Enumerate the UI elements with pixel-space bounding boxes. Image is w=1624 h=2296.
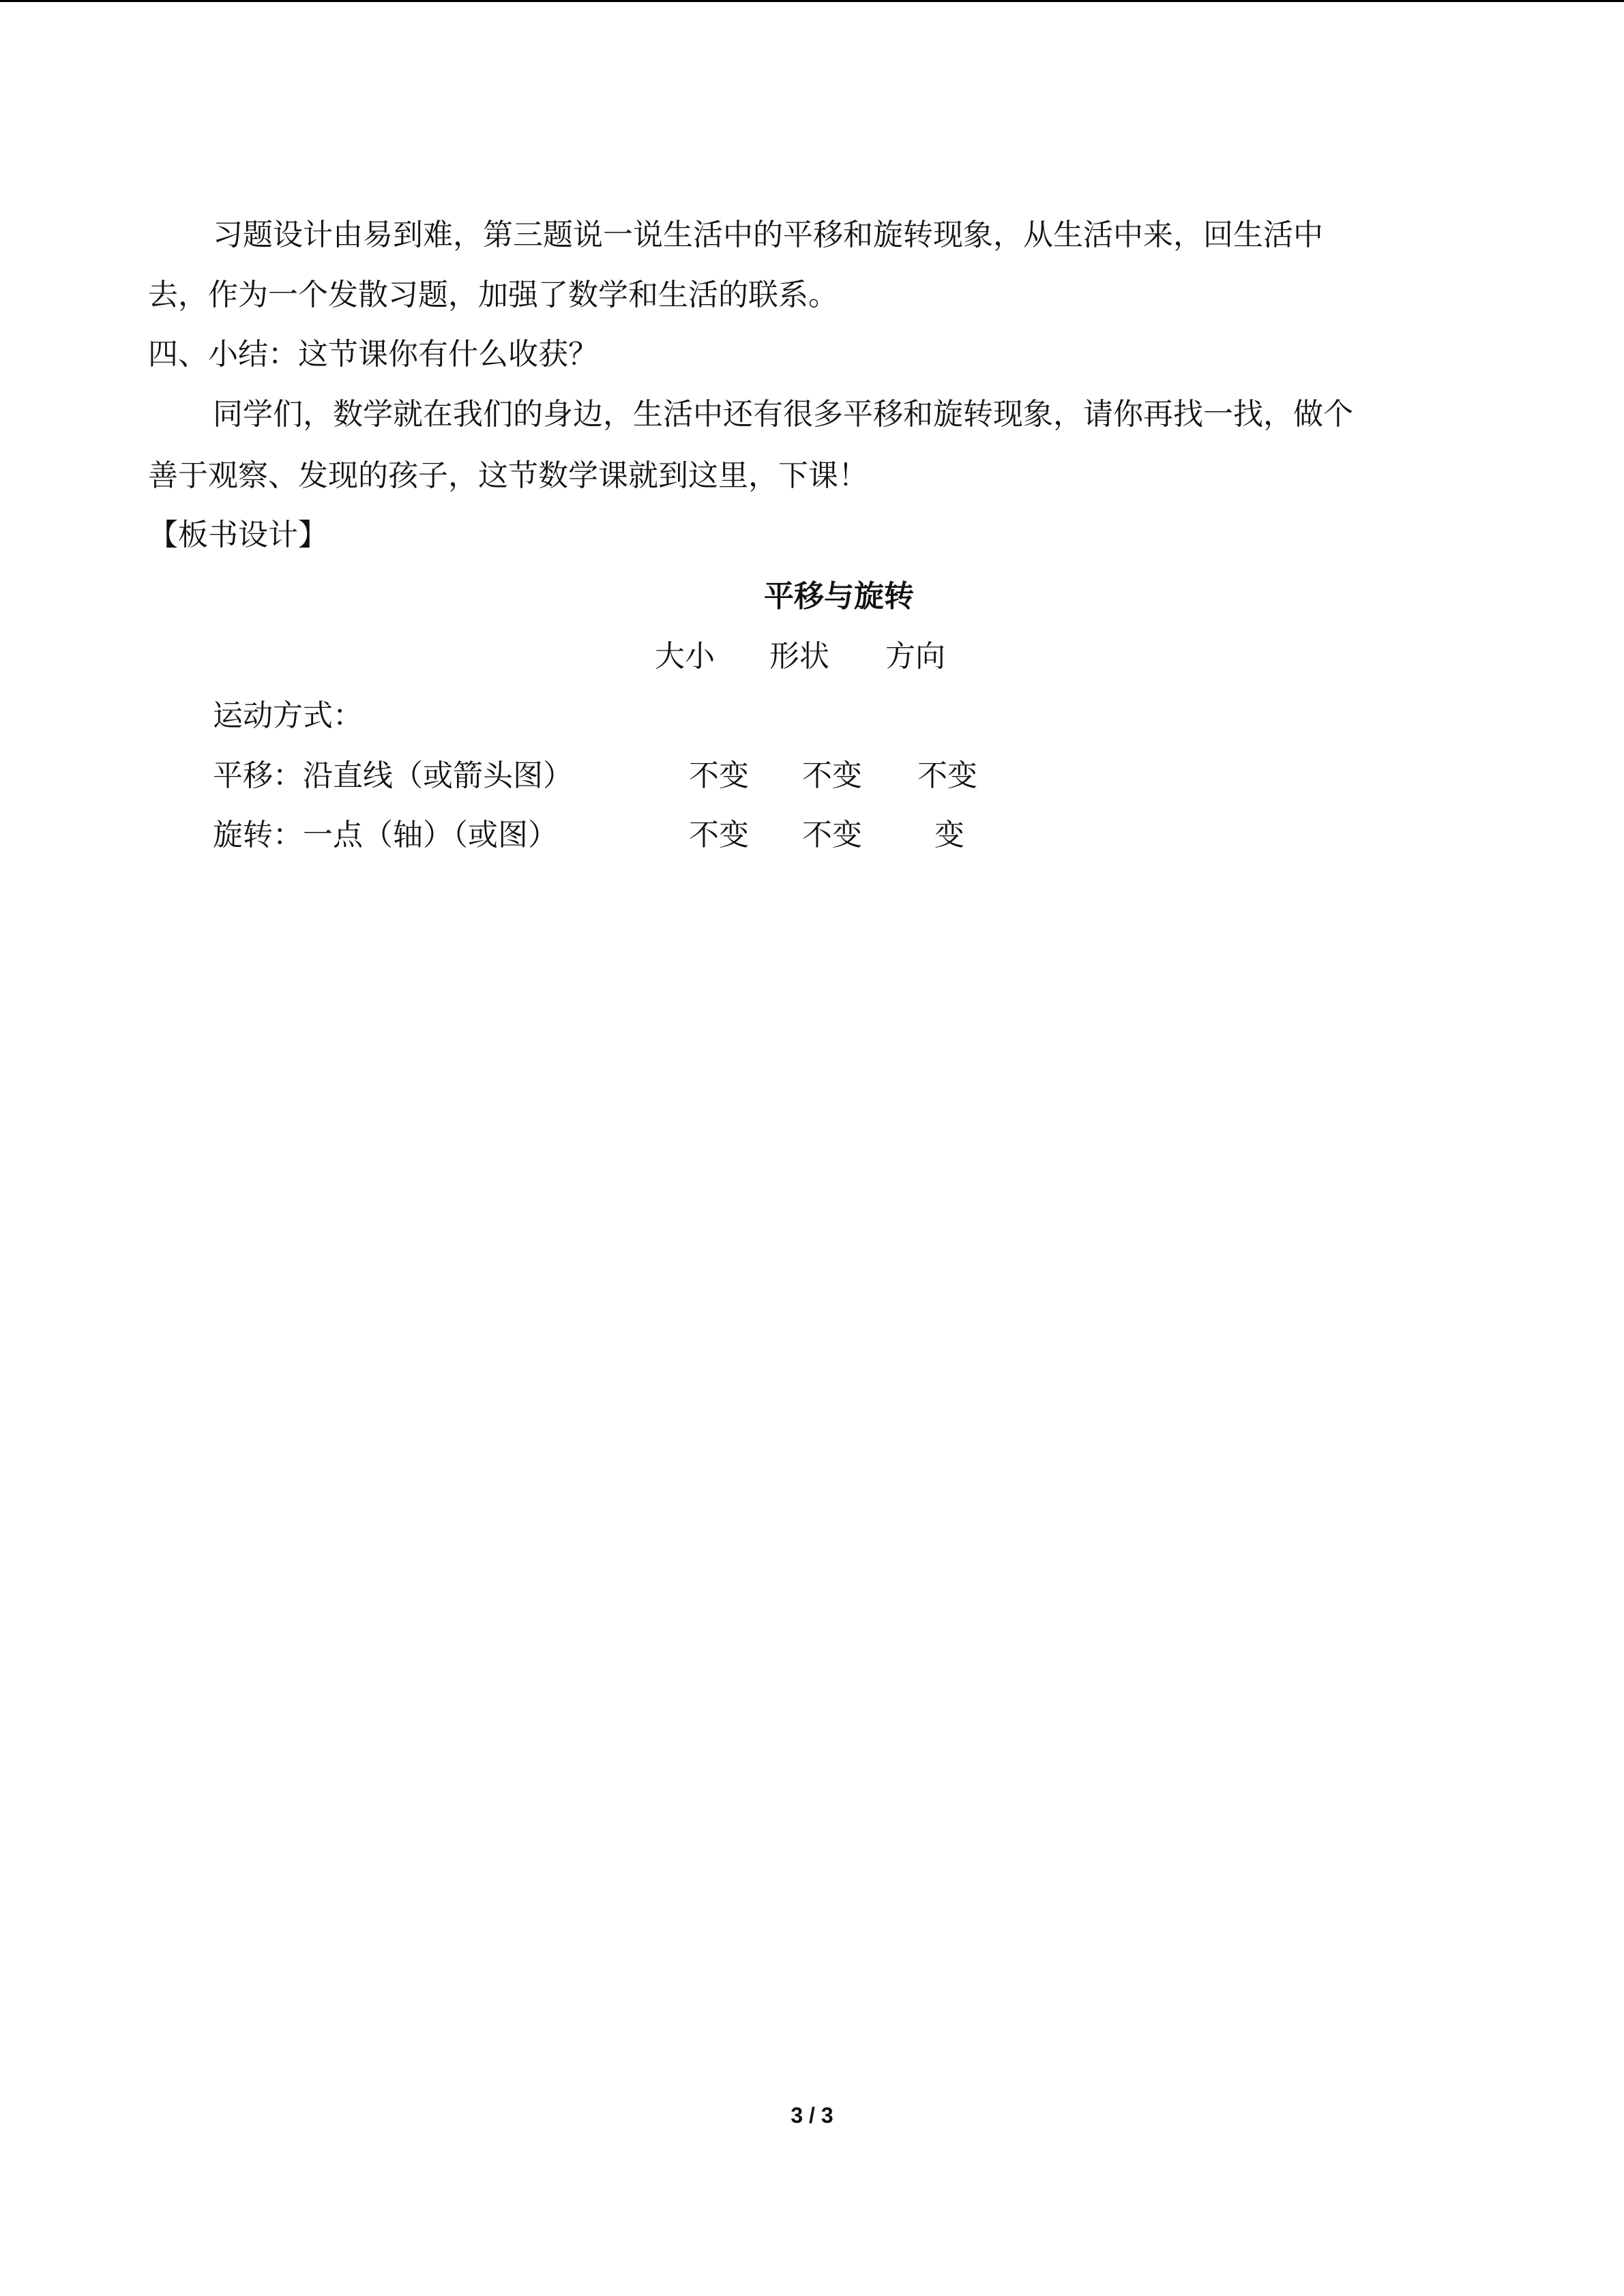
header-shape: 形状 xyxy=(769,639,829,674)
row-translation-label: 平移：沿直线（或箭头图） xyxy=(213,758,573,793)
board-design-heading: 【板书设计】 xyxy=(148,518,328,552)
row-translation-direction: 不变 xyxy=(917,758,977,793)
header-size: 大小 xyxy=(655,639,715,674)
paragraph-2-line-1: 同学们，数学就在我们的身边，生活中还有很多平移和旋转现象，请你再找一找，做个 xyxy=(213,397,1353,432)
page-number: 3 / 3 xyxy=(791,2103,833,2128)
header-direction: 方向 xyxy=(885,639,945,674)
row-rotation-direction: 变 xyxy=(934,818,964,852)
motion-label: 运动方式： xyxy=(213,698,363,733)
row-translation-size: 不变 xyxy=(689,758,749,793)
summary-heading: 四、小结：这节课你有什么收获？ xyxy=(148,337,598,372)
paragraph-2-line-2: 善于观察、发现的孩子，这节数学课就到这里，下课！ xyxy=(148,458,868,493)
row-rotation-shape: 不变 xyxy=(802,818,862,852)
paragraph-1-line-1: 习题设计由易到难，第三题说一说生活中的平移和旋转现象，从生活中来，回生活中 xyxy=(213,218,1323,252)
paragraph-1-line-2: 去，作为一个发散习题，加强了数学和生活的联系。 xyxy=(148,278,838,312)
row-rotation-label: 旋转：一点（轴）（或图） xyxy=(213,818,558,852)
row-translation-shape: 不变 xyxy=(802,758,862,793)
row-rotation-size: 不变 xyxy=(689,818,749,852)
board-title: 平移与旋转 xyxy=(764,579,914,614)
top-border xyxy=(0,0,1624,2)
